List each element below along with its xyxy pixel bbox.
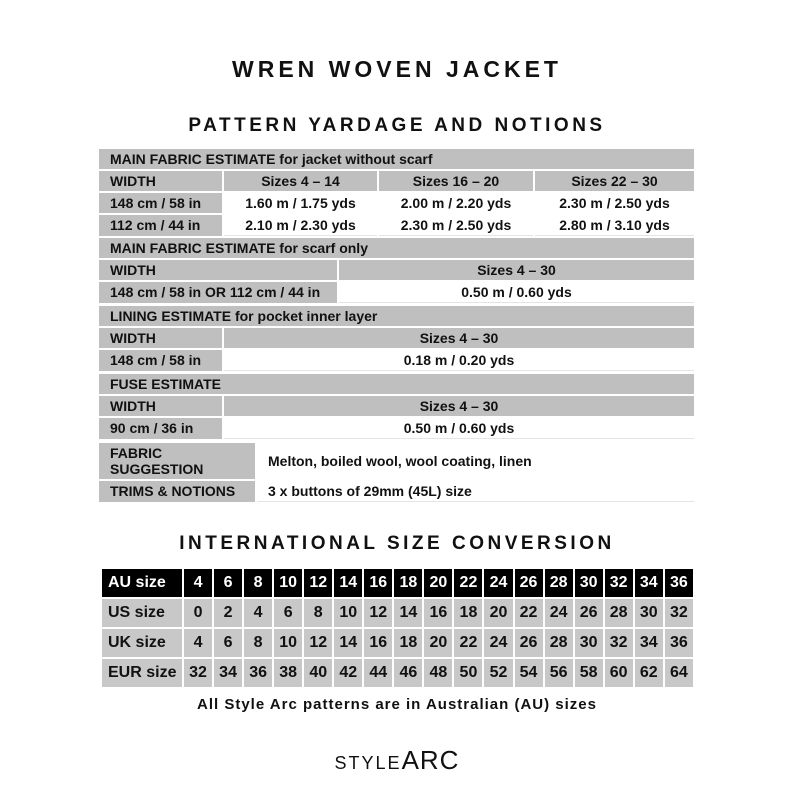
fabric-suggestion-label-line1: FABRIC <box>110 445 163 461</box>
size-row-label: US size <box>101 598 183 628</box>
size-cell: 8 <box>303 598 333 628</box>
size-cell: 32 <box>604 568 634 598</box>
column-header: Sizes 4 – 30 <box>223 395 694 417</box>
size-cell: 50 <box>453 658 483 688</box>
size-cell: 16 <box>363 568 393 598</box>
size-cell: 28 <box>604 598 634 628</box>
size-cell: 20 <box>423 568 453 598</box>
column-header: Sizes 22 – 30 <box>534 170 694 192</box>
fuse-table <box>99 374 694 439</box>
size-cell: 52 <box>483 658 513 688</box>
size-cell: 58 <box>574 658 604 688</box>
size-cell: 20 <box>483 598 513 628</box>
size-cell: 34 <box>634 568 664 598</box>
size-cell: 4 <box>183 628 213 658</box>
size-cell: 32 <box>183 658 213 688</box>
size-cell: 10 <box>333 598 363 628</box>
size-cell: 30 <box>634 598 664 628</box>
size-cell: 32 <box>604 628 634 658</box>
size-row <box>101 628 694 658</box>
size-cell: 12 <box>363 598 393 628</box>
width-cell: 112 cm / 44 in <box>99 214 223 236</box>
yardage-cell: 2.30 m / 2.50 yds <box>378 214 534 236</box>
yardage-heading: PATTERN YARDAGE AND NOTIONS <box>188 115 606 136</box>
lining-table <box>99 306 694 371</box>
size-cell: 60 <box>604 658 634 688</box>
size-row <box>101 568 694 598</box>
size-cell: 34 <box>213 658 243 688</box>
size-row-label: UK size <box>101 628 183 658</box>
size-cell: 18 <box>453 598 483 628</box>
size-cell: 32 <box>664 598 694 628</box>
column-header: Sizes 16 – 20 <box>378 170 534 192</box>
size-cell: 48 <box>423 658 453 688</box>
size-cell: 24 <box>483 568 513 598</box>
size-cell: 36 <box>243 658 273 688</box>
size-conversion-table <box>100 567 695 689</box>
size-cell: 6 <box>213 628 243 658</box>
size-cell: 6 <box>273 598 303 628</box>
size-row <box>101 658 694 688</box>
column-header: WIDTH <box>99 259 338 281</box>
main-fabric-table <box>99 149 694 236</box>
size-cell: 6 <box>213 568 243 598</box>
width-cell: 148 cm / 58 in OR 112 cm / 44 in <box>99 281 338 303</box>
size-cell: 40 <box>303 658 333 688</box>
size-cell: 18 <box>393 568 423 598</box>
size-row-label: EUR size <box>101 658 183 688</box>
size-cell: 4 <box>243 598 273 628</box>
size-cell: 28 <box>544 568 574 598</box>
size-cell: 16 <box>423 598 453 628</box>
size-cell: 26 <box>514 568 544 598</box>
document-title: WREN WOVEN JACKET <box>232 56 562 82</box>
size-cell: 4 <box>183 568 213 598</box>
yardage-cell: 2.00 m / 2.20 yds <box>378 192 534 214</box>
size-cell: 18 <box>393 628 423 658</box>
size-row <box>101 598 694 628</box>
fabric-notions-table <box>99 443 694 502</box>
column-header: Sizes 4 – 30 <box>338 259 694 281</box>
scarf-table <box>99 238 694 303</box>
size-cell: 0 <box>183 598 213 628</box>
yardage-cell: 1.60 m / 1.75 yds <box>223 192 378 214</box>
size-cell: 2 <box>213 598 243 628</box>
column-header: WIDTH <box>99 170 223 192</box>
size-cell: 38 <box>273 658 303 688</box>
yardage-cell: 0.18 m / 0.20 yds <box>223 349 694 371</box>
size-cell: 10 <box>273 568 303 598</box>
size-cell: 30 <box>574 628 604 658</box>
yardage-cell: 2.30 m / 2.50 yds <box>534 192 694 214</box>
column-header: WIDTH <box>99 327 223 349</box>
size-cell: 22 <box>514 598 544 628</box>
yardage-cell: 0.50 m / 0.60 yds <box>223 417 694 439</box>
size-cell: 12 <box>303 568 333 598</box>
column-header: WIDTH <box>99 395 223 417</box>
scarf-header: MAIN FABRIC ESTIMATE for scarf only <box>99 238 694 259</box>
logo-arc-text: ARC <box>401 745 460 775</box>
size-cell: 64 <box>664 658 694 688</box>
fabric-suggestion-value: Melton, boiled wool, wool coating, linen <box>256 443 694 480</box>
size-cell: 46 <box>393 658 423 688</box>
size-cell: 14 <box>333 628 363 658</box>
size-cell: 62 <box>634 658 664 688</box>
column-header: Sizes 4 – 14 <box>223 170 378 192</box>
size-cell: 12 <box>303 628 333 658</box>
size-cell: 54 <box>514 658 544 688</box>
yardage-cell: 2.10 m / 2.30 yds <box>223 214 378 236</box>
size-cell: 10 <box>273 628 303 658</box>
lining-header: LINING ESTIMATE for pocket inner layer <box>99 306 694 327</box>
size-cell: 42 <box>333 658 363 688</box>
trims-value: 3 x buttons of 29mm (45L) size <box>256 480 694 502</box>
size-cell: 22 <box>453 568 483 598</box>
logo-style-text: STYLE <box>334 753 402 773</box>
fabric-suggestion-label <box>99 443 256 480</box>
size-cell: 8 <box>243 628 273 658</box>
size-cell: 36 <box>664 628 694 658</box>
size-cell: 26 <box>514 628 544 658</box>
column-header: Sizes 4 – 30 <box>223 327 694 349</box>
size-cell: 24 <box>544 598 574 628</box>
width-cell: 148 cm / 58 in <box>99 349 223 371</box>
size-cell: 20 <box>423 628 453 658</box>
size-row-label: AU size <box>101 568 183 598</box>
size-note: All Style Arc patterns are in Australian (AU) sizes <box>197 696 597 713</box>
size-cell: 14 <box>333 568 363 598</box>
fabric-suggestion-label-line2: SUGGESTION <box>110 461 204 477</box>
size-cell: 36 <box>664 568 694 598</box>
yardage-cell: 2.80 m / 3.10 yds <box>534 214 694 236</box>
main-fabric-header: MAIN FABRIC ESTIMATE for jacket without scarf <box>99 149 694 170</box>
size-cell: 56 <box>544 658 574 688</box>
trims-label: TRIMS & NOTIONS <box>99 480 256 502</box>
size-cell: 24 <box>483 628 513 658</box>
size-cell: 8 <box>243 568 273 598</box>
style-arc-logo <box>0 745 794 776</box>
size-cell: 22 <box>453 628 483 658</box>
width-cell: 148 cm / 58 in <box>99 192 223 214</box>
size-cell: 16 <box>363 628 393 658</box>
yardage-cell: 0.50 m / 0.60 yds <box>338 281 694 303</box>
fuse-header: FUSE ESTIMATE <box>99 374 694 395</box>
width-cell: 90 cm / 36 in <box>99 417 223 439</box>
size-cell: 28 <box>544 628 574 658</box>
size-conversion-heading: INTERNATIONAL SIZE CONVERSION <box>179 533 615 554</box>
size-cell: 26 <box>574 598 604 628</box>
size-cell: 44 <box>363 658 393 688</box>
size-cell: 14 <box>393 598 423 628</box>
size-cell: 30 <box>574 568 604 598</box>
size-cell: 34 <box>634 628 664 658</box>
